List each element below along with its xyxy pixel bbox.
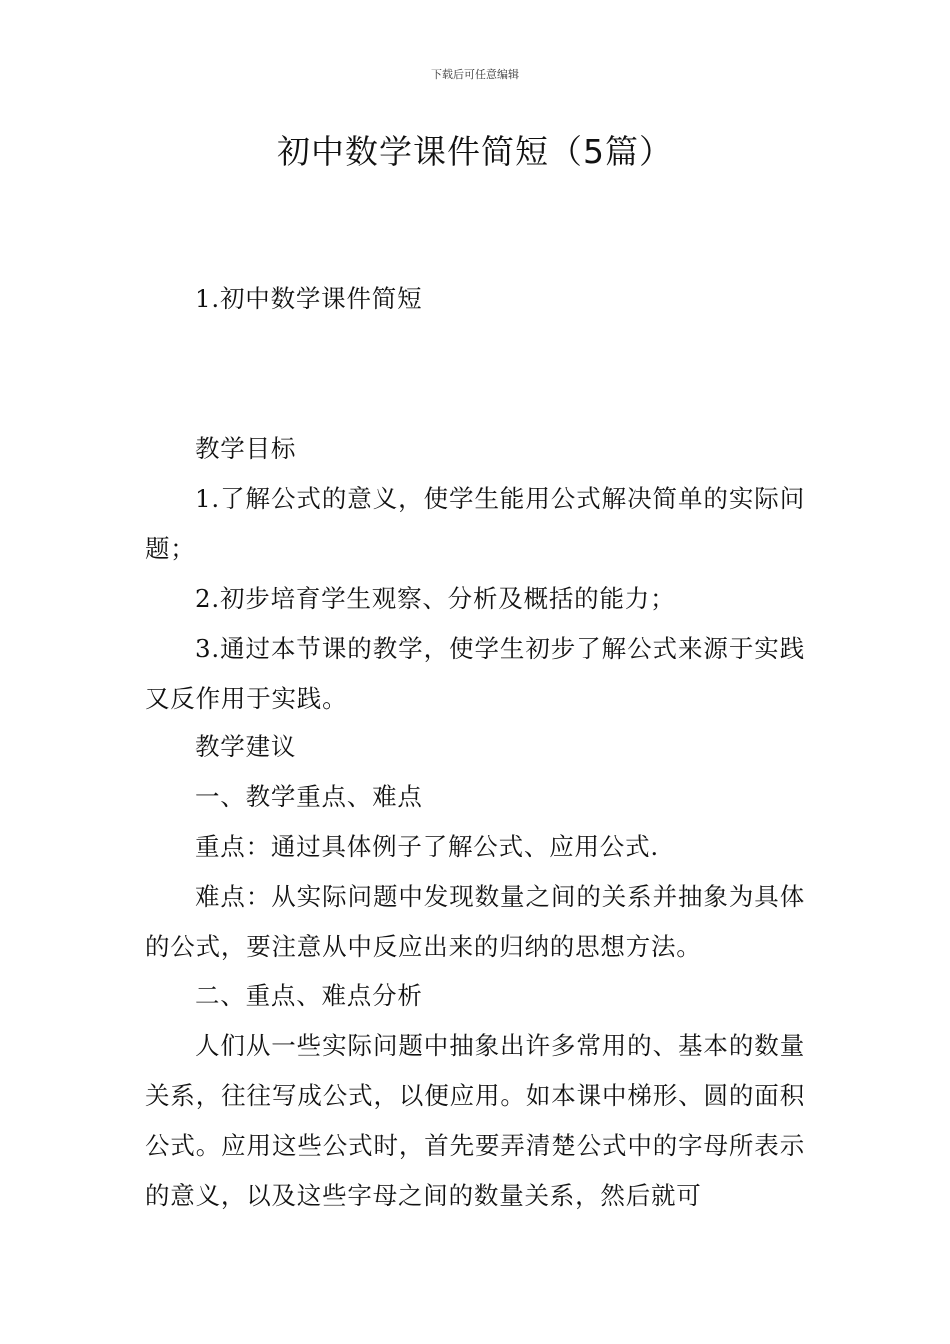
paragraph-difficult-point: 难点：从实际问题中发现数量之间的关系并抽象为具体的公式，要注意从中反应出来的归纳的思想方法。 — [145, 882, 805, 961]
paragraph-teaching-advice: 教学建议 — [195, 732, 297, 761]
paragraph-analysis-heading: 二、重点、难点分析 — [195, 981, 423, 1010]
header-note: 下载后可任意编辑 — [431, 68, 519, 81]
document-title: 初中数学课件简短（5篇） — [277, 132, 673, 171]
paragraph-analysis-body: 人们从一些实际问题中抽象出许多常用的、基本的数量关系，往往写成公式，以便应用。如本课中梯形、圆的面积公式。应用这些公式时，首先要弄清楚公式中的字母所表示的意义，以及这些字母之间的数量关系，然后就可 — [145, 1031, 805, 1210]
paragraph-key-points-heading: 一、教学重点、难点 — [195, 782, 423, 811]
paragraph-goal-2: 2.初步培育学生观察、分析及概括的能力； — [195, 584, 676, 613]
paragraph-key-point: 重点：通过具体例子了解公式、应用公式. — [195, 832, 659, 861]
paragraph-goal-3: 3.通过本节课的教学，使学生初步了解公式来源于实践又反作用于实践。 — [145, 634, 805, 713]
paragraph-goal-1: 1.了解公式的意义，使学生能用公式解决简单的实际问题； — [145, 484, 805, 563]
section-heading: 1.初中数学课件简短 — [195, 284, 423, 313]
paragraph-teaching-goals: 教学目标 — [195, 434, 297, 463]
